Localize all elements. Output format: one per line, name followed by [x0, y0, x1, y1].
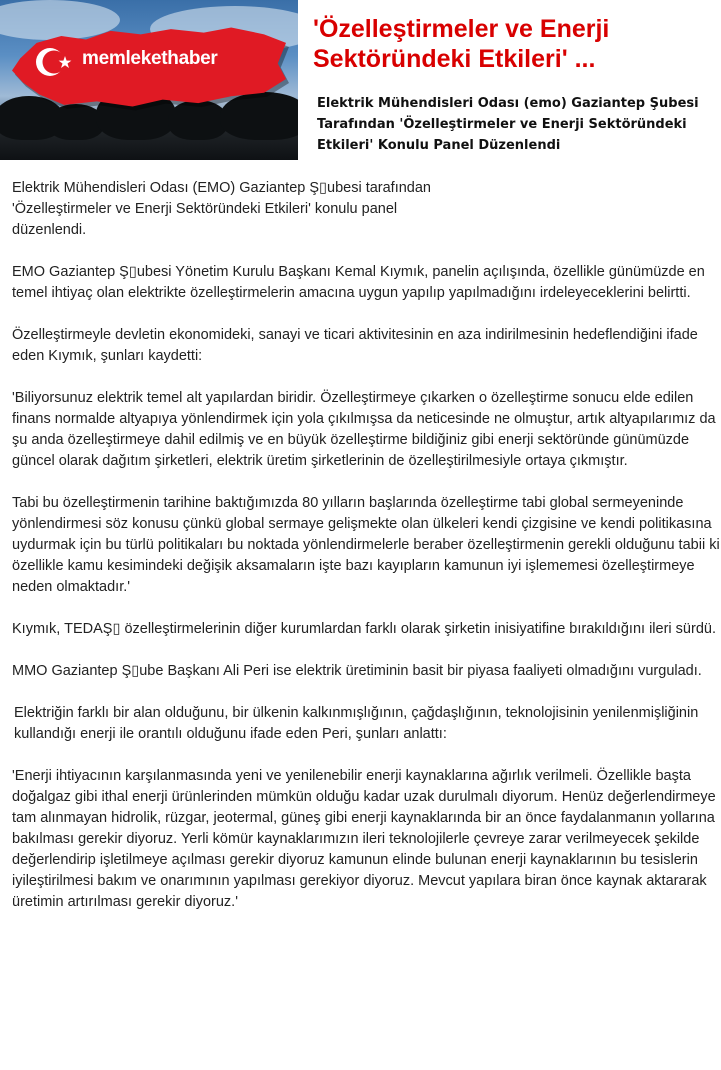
article-paragraph: Elektrik Mühendisleri Odası (EMO) Gaziantep Ş▯ubesi tarafından 'Özelleştirmeler ve Enerji Sektöründeki Etkileri' konulu panel düzenlendi. — [12, 180, 431, 238]
site-logo-text: memlekethaber — [82, 48, 218, 69]
article-paragraph: MMO Gaziantep Ş▯ube Başkanı Ali Peri ise elektrik üretiminin basit bir piyasa faaliyeti olmadığını vurguladı. — [12, 663, 702, 679]
article-body — [12, 178, 720, 934]
article-subtitle: Elektrik Mühendisleri Odası (emo) Gaziantep Şubesi Tarafından 'Özelleştirmeler ve Enerji Sektöründeki Etkileri' Konulu Panel Düzenlendi — [317, 96, 699, 153]
crescent-star-icon — [32, 41, 74, 83]
article-paragraph: Elektriğin farklı bir alan olduğunu, bir ülkenin kalkınmışlığının, çağdaşlığının, teknolojisinin yenilenmişliğinin kullandığı enerji ile orantılı olduğunu ifade eden Peri, şunları anlattı: — [14, 705, 699, 742]
article-headline: 'Özelleştirmeler ve Enerji Sektöründeki Etkileri' ... — [313, 15, 610, 73]
article-paragraph: 'Enerji ihtiyacının karşılanmasında yeni ve yenilenebilir enerji kaynaklarına ağırlık verilmeli. Özellikle başta doğalgaz gibi ithal enerji ürünlerinden mümkün olduğu kadar uzak durulmalı diyorum. Henüz değerlendirmeye tam alınmayan hidrolik, rüzgar, jeotermal, güneş gibi enerji kaynaklarında bir an önce faydalanmanın yollarına bakılması gerekir diyoruz. Yerli kömür kaynaklarımızın ileri teknolojilerle çevreye zarar verilmeyecek şekilde değerlendirip işletilmeye açılması gerekir diyoruz kamunun elinde bulunan enerji kaynaklarının bu tesislerin iyileştirilmesi bakım ve onarımının yapılması gerekiyor diyoruz. Mevcut yapılara biran önce kaynak aktararak üretimin artırılması gerekir diyoruz.' — [12, 768, 716, 910]
article-paragraph: EMO Gaziantep Ş▯ubesi Yönetim Kurulu Başkanı Kemal Kıymık, panelin açılışında, özellikle günümüzde en temel ihtiyaç olan elektrikte özelleştirmelerin amacına uygun yapılıp yapılmadığını irdeleyeceklerini belirtti. — [12, 264, 705, 301]
article-paragraph: Özelleştirmeyle devletin ekonomideki, sanayi ve ticari aktivitesinin en aza indirilmesinin hedeflendiğini ifade eden Kıymık, şunları kaydetti: — [12, 327, 698, 364]
article-paragraph: 'Biliyorsunuz elektrik temel alt yapılardan biridir. Özelleştirmeye çıkarken o özelleştirme sonucu elde edilen finans normalde altyapıya yönlendirmek için yola çıkılmışsa da neticesinde ne olmuştur, artık altyapılarımız da şu anda özelleştirmeye dahil edilmiş ve en büyük özelleştirme bildiğiniz gibi enerji sektöründe günümüzde güncel olarak dağıtım şirketleri, elektrik üretim şirketlerinin de özelleştirilmesiyle ortaya çıkmıştır. — [12, 390, 716, 469]
article-paragraph: Tabi bu özelleştirmenin tarihine baktığımızda 80 yılların başlarında özelleştirme tabi global sermeyeninde yönlendirmesi söz konusu çünkü global sermaye gelişmekte olan ülkeleri kendi çizgisine ve kendi politikasına uydurmak için bu türlü politikaları bu noktada yönlendirmelerle beraber özelleştirmenin gerekli olduğunu tabii ki özellikle kamu kesimindeki değişik aksamaların işte bazı kayıpların kamunun iyi işlememesi özelleştirmeye neden olmaktadır.' — [12, 495, 720, 595]
header-banner-image — [0, 0, 298, 160]
article-paragraph: Kıymık, TEDAŞ▯ özelleştirmelerinin diğer kurumlardan farklı olarak şirketin inisiyatifine bırakıldığını ileri sürdü. — [12, 621, 716, 637]
